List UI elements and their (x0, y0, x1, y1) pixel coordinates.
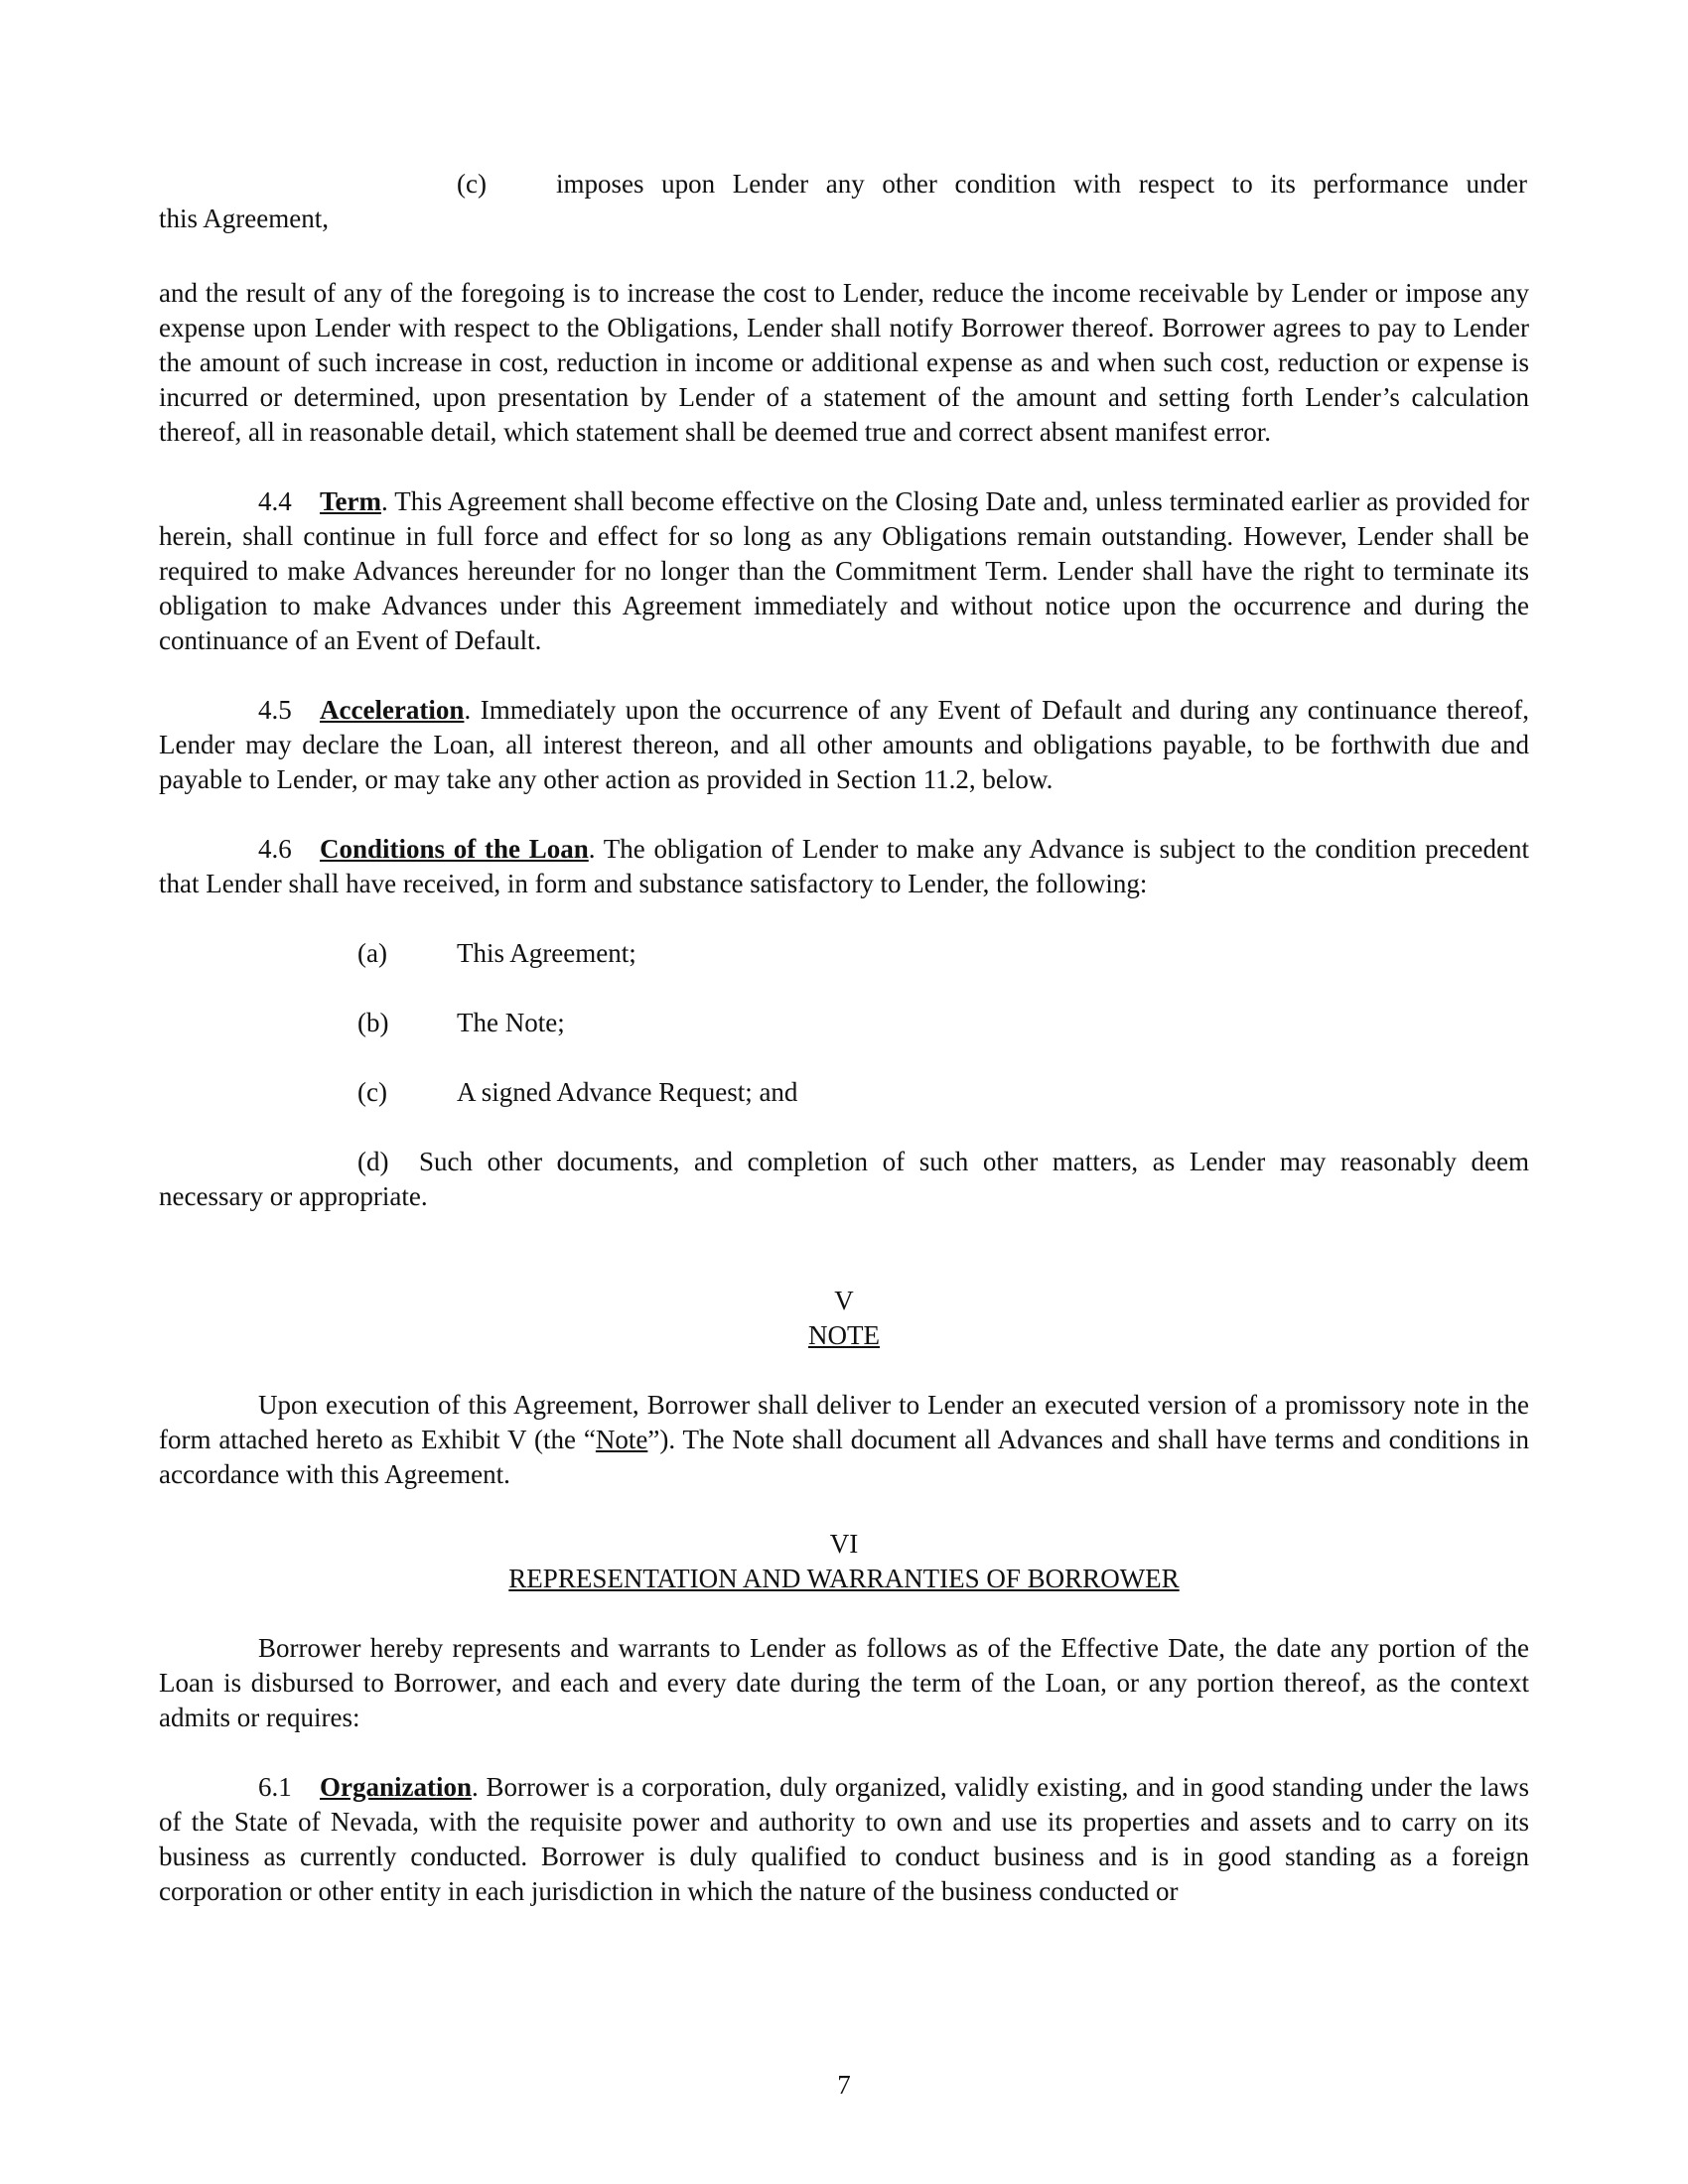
list-item (159, 936, 1529, 971)
article-v-paragraph (159, 1388, 1529, 1492)
article-vi-heading (159, 1527, 1529, 1596)
section-text: . Borrower is a corporation, duly organized, validly existing, and in good standing under the laws of the State of Nevada, with the requisite power and authority to own and use its properties and assets and to carry on its business as currently conducted. Borrower is duly qualified to conduct business and is in good standing as a foreign corporation or other entity in each jurisdiction in which the nature of the business conducted or (159, 1772, 1529, 1906)
item-text: This Agreement; (457, 938, 636, 968)
article-numeral: VI (829, 1529, 859, 1559)
section-title: Organization (320, 1772, 472, 1802)
section-title: Term (320, 486, 381, 516)
list-item (159, 1006, 1529, 1040)
article-numeral: V (834, 1286, 854, 1315)
note-text-after: ”). The Note shall document all Advances and shall have terms and conditions in accordance with this Agreement. (159, 1425, 1529, 1489)
section-number: 6.1 (258, 1772, 292, 1802)
note-text-before: Upon execution of this Agreement, Borrower shall deliver to Lender an executed version of a promissory note in the form attached hereto as Exhibit V (the “ (159, 1390, 1529, 1454)
article-v-heading (159, 1284, 1529, 1353)
section-title: Conditions of the Loan (320, 834, 589, 864)
article-title: NOTE (808, 1320, 880, 1350)
item-marker: (c) (357, 1077, 387, 1107)
item-marker: (a) (357, 938, 387, 968)
item-text: Such other documents, and completion of such other matters, as Lender may reasonably deem necessary or appropriate. (159, 1147, 1529, 1211)
section-6-1 (159, 1770, 1529, 1909)
item-c-paragraph (159, 167, 1529, 236)
article-vi-intro: Borrower hereby represents and warrants to Lender as follows as of the Effective Date, the date any portion of the Loan is disbursed to Borrower, and each and every date during the term of the Loan, or any portion thereof, as the context admits or requires: (159, 1633, 1529, 1732)
section-number: 4.6 (258, 834, 292, 864)
page-number: 7 (837, 2070, 851, 2100)
item-text: The Note; (457, 1008, 565, 1037)
item-marker: (d) (357, 1147, 389, 1176)
article-title: REPRESENTATION AND WARRANTIES OF BORROWER (508, 1564, 1180, 1593)
section-4-6 (159, 832, 1529, 901)
section-title: Acceleration (320, 695, 465, 725)
section-number: 4.5 (258, 695, 292, 725)
section-text: . Immediately upon the occurrence of any Event of Default and during any continuance thereof, Lender may declare the Loan, all interest thereon, and all other amounts and obligations payable, to be forthwith due and payable to Lender, or may take any other action as provided in Section 11.2, below. (159, 695, 1529, 794)
section-text: . The obligation of Lender to make any Advance is subject to the condition precedent that Lender shall have received, in form and substance satisfactory to Lender, the following: (159, 834, 1529, 898)
list-item-d (159, 1145, 1529, 1214)
item-marker: (b) (357, 1008, 389, 1037)
list-item (159, 1075, 1529, 1110)
item-c-marker: (c) (457, 169, 487, 199)
section-4-5 (159, 693, 1529, 797)
section-number: 4.4 (258, 486, 292, 516)
note-defined-term: Note (595, 1425, 648, 1454)
section-4-4 (159, 484, 1529, 658)
section-text: . This Agreement shall become effective on the Closing Date and, unless terminated earlier as provided for herein, shall continue in full force and effect for so long as any Obligations remain outstanding. However, Lender shall be required to make Advances hereunder for no longer than the Commitment Term. Lender shall have the right to terminate its obligation to make Advances under this Agreement immediately and without notice upon the occurrence and during the continuance of an Event of Default. (159, 486, 1529, 655)
item-c-text-line1: imposes upon Lender any other condition with respect to its performance under (556, 169, 1527, 199)
item-c-text-line2: this Agreement, (159, 204, 329, 233)
item-text: A signed Advance Request; and (457, 1077, 798, 1107)
continuation-paragraph: and the result of any of the foregoing is to increase the cost to Lender, reduce the income receivable by Lender or impose any expense upon Lender with respect to the Obligations, Lender shall notify Borrower thereof. Borrower agrees to pay to Lender the amount of such increase in cost, reduction in income or additional expense as and when such cost, reduction or expense is incurred or determined, upon presentation by Lender of a statement of the amount and setting forth Lender’s calculation thereof, all in reasonable detail, which statement shall be deemed true and correct absent manifest error. (159, 278, 1529, 447)
